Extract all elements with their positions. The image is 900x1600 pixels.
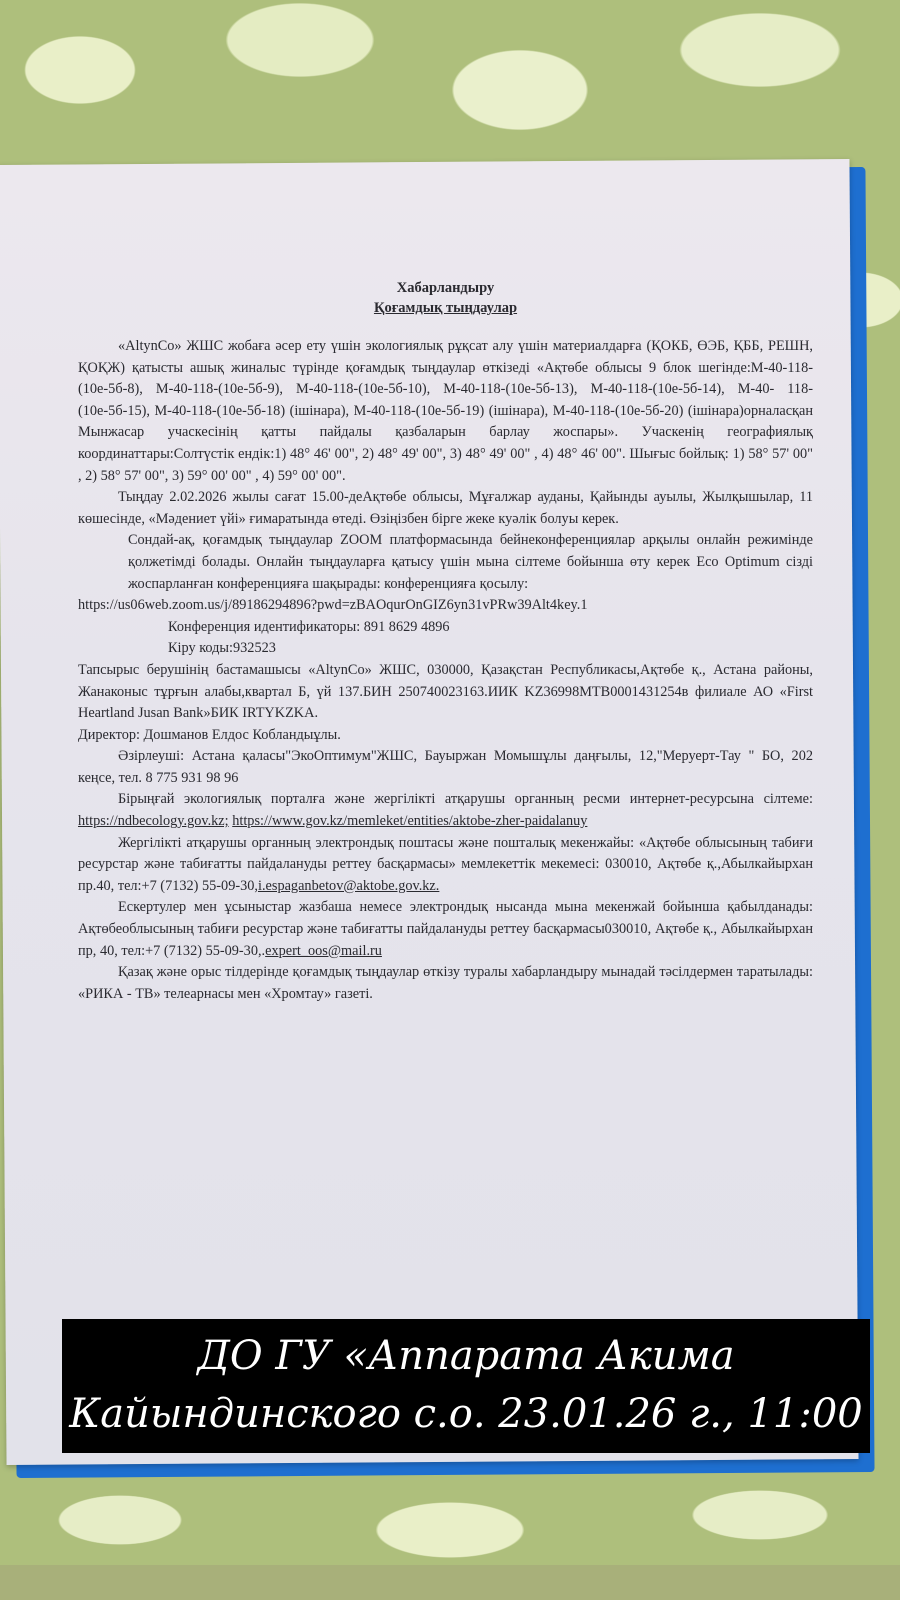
paragraph-zoom: Сондай-ақ, қоғамдық тыңдаулар ZOOM платформасында бейнеконференциялар арқылы онлайн режимінде қолжетімді болады. Онлайн тыңдауларға қатысу үшін мына сілтеме бойынша өту керек Eco Optimum сізді жоспарланған конференцияға шақырады: конференцияға қосылу: (128, 532, 813, 592)
caption-line-1: ДО ГУ «Аппарата Акима (197, 1333, 735, 1379)
paragraph-intro: «AltynCo» ЖШС жобаға әсер ету үшін экологиялық рұқсат алу үшін материалдарға (ҚОКБ, ӨЭБ, ҚББ, РЕШН, ҚОҚЖ) қатысты ашық жиналыс түрінде қоғамдық тыңдаулар өткізеді «Ақтөбе облысы 9 блок шегінде:М-40-118-(10е-5б-8), М-40-118-(10е-5б-9), М-40-118-(10е-5б-10), М-40-118-(10е-5б-13), М-40-118-(10е-5б-14), М-40- 118-(10е-5б-15), М-40-118-(10е-5б-18) (ішінара), М-40-118-(10е-5б-19) (ішінара), М-40-118-(10е-5б-20) (ішінара)орналасқан Мынжасар учаскесінің қатты пайдалы қазбаларын барлау жоспары». Учаскенің географиялық координаттары:Солтүстік ендік:1) 48° 46' 00", 2) 48° 49' 00", 3) 48° 49' 00" , 4) 48° 46' 00". Шығыс бойлық: 1) 58° 57' 00" , 2) 58° 57' 00", 3) 59° 00' 00" , 4) 59° 00' 00". (78, 338, 813, 484)
gov-kz-link[interactable]: https://www.gov.kz/memleket/entities/aktobe-zher-paidalanuy (232, 813, 588, 830)
paragraph-developer: Әзірлеуші: Астана қаласы"ЭкоОптимум"ЖШС, Бауыржан Момышұлы даңғылы, 12,"Меруерт-Тау " БО, 202 кеңсе, тел. 8 775 931 98 96 (78, 748, 813, 786)
paragraph-customer: Тапсырыс берушінің бастамашысы «AltynCo» ЖШС, 030000, Қазақстан Республикасы,Ақтөбе қ., Астана районы, Жанаконыс тұрғын алабы,квартал Б, үй 137.БИН 250740023163.ИИК KZ36998MTB0001431254в филиале АО «First Heartland Jusan Bank»БИК IRTYKZKA. (78, 661, 813, 722)
paragraph-distribution: Қазақ және орыс тілдерінде қоғамдық тыңдаулар өткізу туралы хабарландыру мынадай тәсілдермен таратылады: «РИКА - ТВ» телеарнасы мен «Хромтау» газеті. (78, 964, 813, 1002)
document-subtitle: Қоғамдық тыңдаулар (373, 300, 518, 316)
paragraph-contacts (78, 833, 813, 898)
director-line: Директор: Дошманов Елдос Кобландыұлы. (78, 726, 341, 743)
caption-line-2: Кайындинского с.о. 23.01.26 г., 11:00 (69, 1391, 863, 1437)
location-caption (62, 1319, 870, 1453)
paragraph-hearing-date: Тыңдау 2.02.2026 жылы сағат 15.00-деАқтөбе облысы, Мұғалжар ауданы, Қайынды ауылы, Жылқышылар, 11 көшесінде, «Мәдениет үйі» ғимаратында өтеді. Өзіңізбен бірге жеке куәлік болуы керек. (78, 489, 813, 527)
remarks-email-link[interactable]: expert_oos@mail.ru (265, 942, 382, 959)
announcement-document (78, 278, 813, 1005)
contact-email-link[interactable]: i.espaganbetov@aktobe.gov.kz. (257, 877, 440, 894)
document-title: Хабарландыру (396, 280, 495, 296)
contacts-text: Жергілікті атқарушы органның электрондық поштасы және пошталық мекенжайы: «Ақтөбе облысының табиғи ресурстар және табиғатты пайдалануды реттеу басқармасы» мемлекеттік мекемесі: 030010, Ақтөбе қ.,Абылкайырхан пр.40, тел:+7 (7132) 55-09-30, (78, 834, 813, 894)
remarks-text: Ескертулер мен ұсыныстар жазбаша немесе электрондық нысанда мына мекенжай бойынша қабылданады: Ақтөбеоблысының табиғи ресурстар және табиғатты пайдалануды реттеу басқармасы030010, Ақтөбе қ., Абылкайырхан пр, 40, тел:+7 (7132) 55-09-30,. (78, 899, 813, 959)
floor-strip (0, 1565, 900, 1600)
access-code: Кіру коды:932523 (168, 640, 276, 657)
portal-links-text: Бірыңғай экологиялық порталға және жергілікті атқарушы органның ресми интернет-ресурсына сілтеме: (118, 791, 813, 808)
paragraph-portal-links (78, 789, 813, 832)
conference-id: Конференция идентификаторы: 891 8629 4896 (168, 618, 450, 635)
zoom-link[interactable]: https://us06web.zoom.us/j/89186294896?pwd=zBAOqurOnGIZ6yn31vPRw39Alt4key.1 (78, 597, 588, 614)
paragraph-remarks (78, 897, 813, 962)
ndbecology-link[interactable]: https://ndbecology.gov.kz; (78, 813, 229, 830)
